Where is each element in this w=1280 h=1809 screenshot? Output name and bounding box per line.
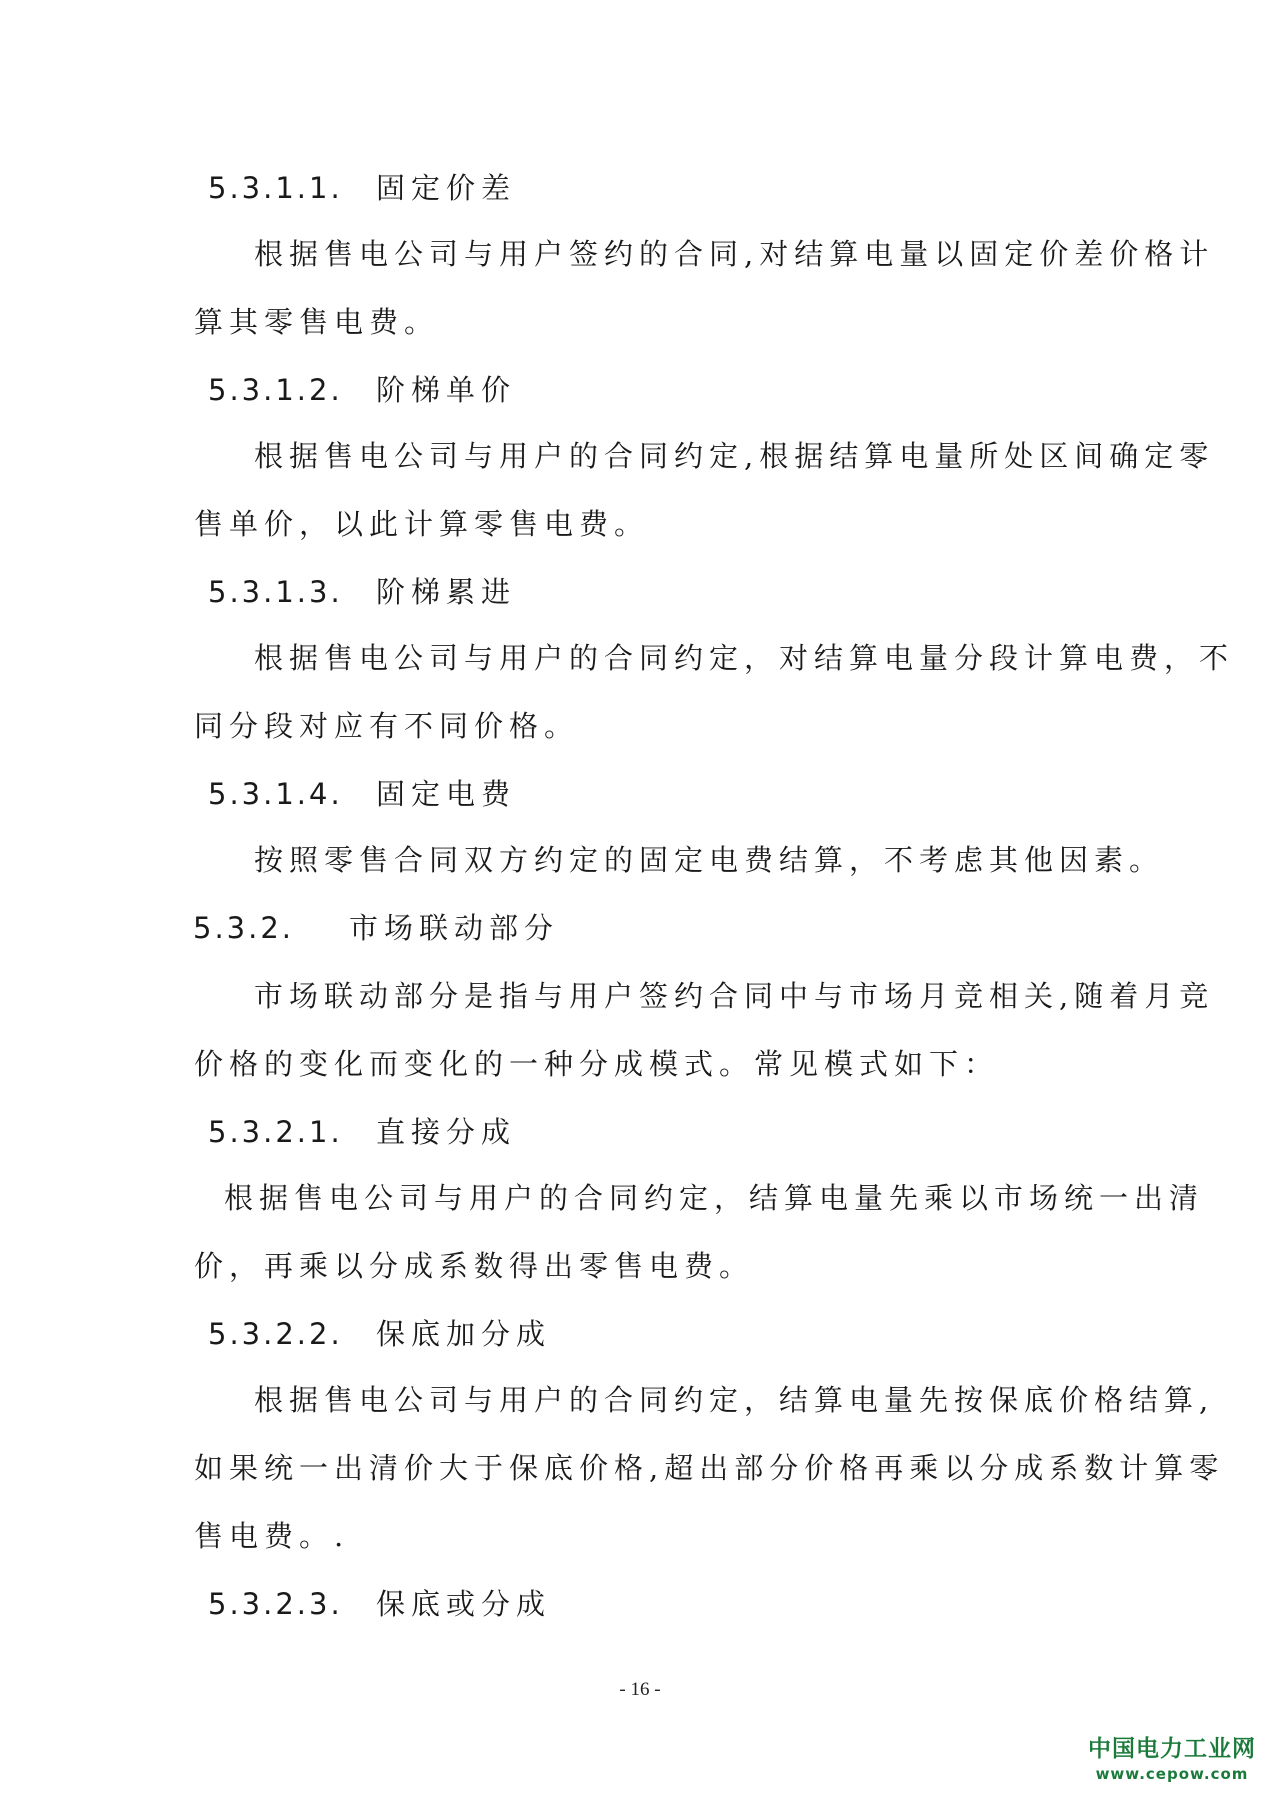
section-title: 直接分成 bbox=[376, 1115, 517, 1149]
section-title: 阶梯单价 bbox=[376, 373, 517, 407]
watermark-url: www.cepow.com bbox=[1095, 1765, 1249, 1783]
section-title: 保底加分成 bbox=[376, 1317, 552, 1351]
section-number: 5.3.2. bbox=[193, 911, 295, 945]
section-number: 5.3.1.3. bbox=[208, 575, 343, 609]
paragraph-line: 根据售电公司与用户签约的合同,对结算电量以固定价差价格计 bbox=[254, 237, 1215, 271]
section-title: 阶梯累进 bbox=[376, 575, 517, 609]
section-number: 5.3.2.1. bbox=[208, 1115, 343, 1149]
paragraph-line: 市场联动部分是指与用户签约合同中与市场月竞相关,随着月竞 bbox=[254, 979, 1215, 1013]
paragraph-line: 算其零售电费。 bbox=[194, 305, 440, 339]
section-title: 保底或分成 bbox=[376, 1587, 552, 1621]
section-title: 固定价差 bbox=[376, 171, 517, 205]
paragraph-line: 价，再乘以分成系数得出零售电费。 bbox=[194, 1249, 755, 1283]
section-title: 市场联动部分 bbox=[349, 911, 560, 945]
paragraph-line: 售单价，以此计算零售电费。 bbox=[194, 507, 650, 541]
page-number: - 16 - bbox=[619, 1679, 661, 1700]
section-title: 固定电费 bbox=[376, 777, 517, 811]
paragraph-line: 根据售电公司与用户的合同约定,根据结算电量所处区间确定零 bbox=[254, 439, 1215, 473]
paragraph-line: 如果统一出清价大于保底价格,超出部分价格再乘以分成系数计算零 bbox=[194, 1451, 1225, 1485]
section-number: 5.3.2.2. bbox=[208, 1317, 343, 1351]
paragraph-line: 售电费。. bbox=[194, 1519, 350, 1553]
section-number: 5.3.1.1. bbox=[208, 171, 343, 205]
watermark-name: 中国电力工业网 bbox=[1088, 1736, 1256, 1762]
watermark-logo bbox=[1082, 1734, 1262, 1784]
paragraph-line: 根据售电公司与用户的合同约定，结算电量先按保底价格结算, bbox=[254, 1383, 1215, 1417]
section-number: 5.3.2.3. bbox=[208, 1587, 343, 1621]
paragraph-line: 按照零售合同双方约定的固定电费结算，不考虑其他因素。 bbox=[254, 843, 1165, 877]
paragraph-line: 根据售电公司与用户的合同约定，结算电量先乘以市场统一出清 bbox=[224, 1181, 1205, 1215]
section-number: 5.3.1.2. bbox=[208, 373, 343, 407]
paragraph-line: 同分段对应有不同价格。 bbox=[194, 709, 580, 743]
paragraph-line: 价格的变化而变化的一种分成模式。常见模式如下： bbox=[194, 1047, 1000, 1081]
section-number: 5.3.1.4. bbox=[208, 777, 343, 811]
paragraph-line: 根据售电公司与用户的合同约定，对结算电量分段计算电费，不 bbox=[254, 641, 1235, 675]
